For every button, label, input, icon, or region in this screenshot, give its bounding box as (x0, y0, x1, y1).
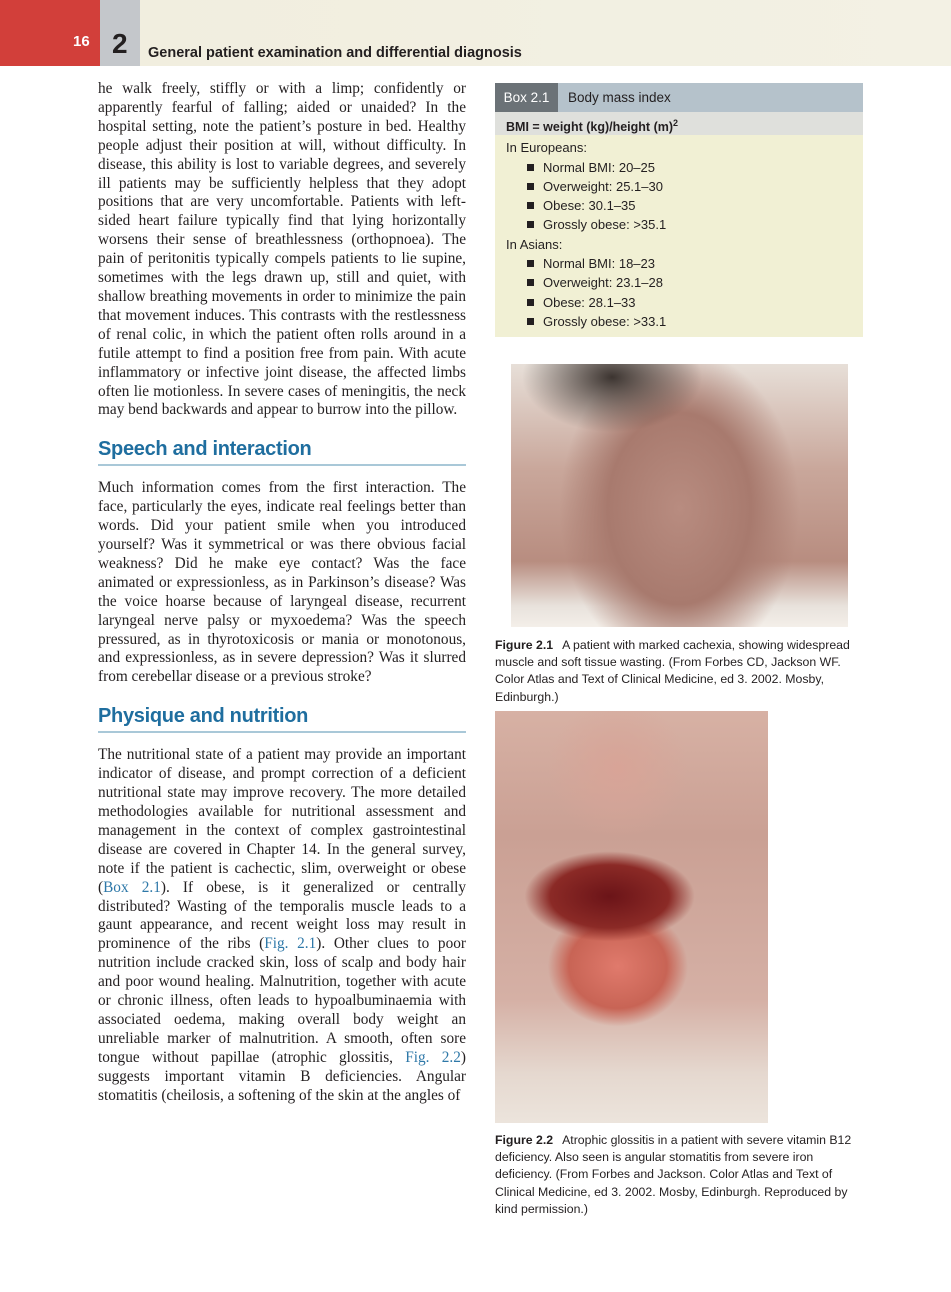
list-item: Grossly obese: >35.1 (506, 215, 666, 234)
physique-paragraph (98, 746, 466, 1105)
bmi-formula-main: BMI = weight (kg)/height (m) (506, 120, 674, 135)
page-number: 16 (73, 33, 90, 50)
physique-text-4: ) suggests important vitamin B deficiencies. Angular stomatitis (cheilosis, a softening of the skin at the angles of (98, 1048, 466, 1104)
figure-2-2-caption-text: Atrophic glossitis in a patient with severe vitamin B12 deficiency. Also seen is angular stomatitis from severe iron deficiency. (From Forbes and Jackson. Color Atlas and Text of Clinical Medicine, ed 3. 2002. Mosby, Edinburgh. Reproduced by kind permission.) (495, 1133, 852, 1216)
physique-heading: Physique and nutrition (98, 705, 466, 733)
box-label: Box 2.1 (495, 83, 558, 112)
bmi-box (495, 83, 863, 337)
chapter-number: 2 (112, 28, 128, 59)
figure-2-1-caption-text: A patient with marked cachexia, showing widespread muscle and soft tissue wasting. (From Forbes CD, Jackson WF. Color Atlas and Text of Clinical Medicine, ed 3. 2002. Mosby, Edinburgh.) (495, 638, 850, 704)
fig-2-1-link[interactable]: Fig. 2.1 (264, 935, 317, 953)
chapter-title: General patient examination and differential diagnosis (148, 45, 522, 61)
figure-2-1-label: Figure 2.1 (495, 638, 554, 652)
asians-heading: In Asians: (506, 236, 563, 252)
speech-paragraph: Much information comes from the first interaction. The face, particularly the eyes, indicate real feelings better than words. Did your patient smile when you introduced yourself? Was it symmetrical or was there obvious facial weakness? Did he make eye contact? Was the face animated or expressionless, as in Parkinson’s disease? Was the voice hoarse because of laryngeal disease, recurrent laryngeal nerve palsy or myxoedema? Was the speech pressured, as in thyrotoxicosis or mania or monotonous, and expressionless, as in severe depression? Was it slurred from cerebellar disease or a previous stroke? (98, 479, 466, 686)
box-body (506, 138, 666, 331)
physique-text-2: ). If obese, is it generalized or centrally distributed? Wasting of the temporalis muscle leads to a gaunt appearance, and recent weight loss may result in prominence of the ribs ( (98, 878, 466, 953)
europeans-heading: In Europeans: (506, 140, 587, 155)
box-header (495, 83, 863, 112)
list-item: Obese: 28.1–33 (506, 293, 666, 312)
figure-2-2-photo (495, 711, 768, 1123)
list-item: Normal BMI: 18–23 (506, 254, 666, 273)
box-2-1-link[interactable]: Box 2.1 (103, 878, 161, 896)
bmi-formula-superscript: 2 (673, 118, 679, 128)
physique-text-3: ). Other clues to poor nutrition include cracked skin, loss of scalp and body hair and poor wound healing. Malnutrition, together with acute or chronic illness, often leads to hypoalbuminaemia with associated oedema, making overall body weight an unreliable marker of malnutrition. A smooth, often sore tongue without papillae (atrophic glossitis, (98, 935, 466, 1066)
speech-heading: Speech and interaction (98, 438, 466, 466)
list-item: Overweight: 25.1–30 (506, 177, 666, 196)
figure-2-2-label: Figure 2.2 (495, 1133, 554, 1147)
list-item: Obese: 30.1–35 (506, 196, 666, 215)
list-item: Grossly obese: >33.1 (506, 312, 666, 331)
box-title: Body mass index (568, 90, 671, 105)
main-text-column (98, 80, 466, 1106)
list-item: Normal BMI: 20–25 (506, 158, 666, 177)
bmi-formula-text (495, 120, 678, 134)
intro-paragraph: he walk freely, stiffly or with a limp; confidently or apparently fearful of falling; aided or unaided? In the hospital setting, note the patient’s posture in bed. Healthy people adjust their position at will, without difficulty. In disease, this ability is lost to variable degrees, and severely ill patients may be sufficiently helpless that they adopt positions that are very uncomfortable. Patients with left-sided heart failure typically find that lying horizontally worsens their sense of breathlessness (orthopnoea). The pain of peritonitis typically compels patients to lie supine, sometimes with the legs drawn up, still and quiet, with shallow breathing movements in order to minimize the pain that movement induces. This contrasts with the restlessness of renal colic, in which the patient often rolls around in a futile attempt to find a position free from pain. With acute inflammatory or infective joint disease, the affected limbs often lie motionless. In severe cases of meningitis, the neck may bend backwards and appear to burrow into the pillow. (98, 80, 466, 419)
figure-2-1-caption (495, 637, 865, 706)
figure-2-2-caption (495, 1132, 857, 1218)
fig-2-2-link[interactable]: Fig. 2.2 (405, 1048, 461, 1066)
figure-2-1-photo (511, 364, 848, 627)
list-item: Overweight: 23.1–28 (506, 273, 666, 292)
europeans-list (506, 158, 666, 235)
physique-text-1: The nutritional state of a patient may provide an important indicator of disease, and prompt correction of a deficient nutritional state may improve recovery. The more detailed methodologies available for nutritional assessment and management in the context of complex gastrointestinal disease are covered in Chapter 14. In the general survey, note if the patient is cachectic, slim, overweight or obese ( (98, 746, 466, 896)
bmi-formula (495, 112, 863, 135)
asians-list (506, 254, 666, 331)
